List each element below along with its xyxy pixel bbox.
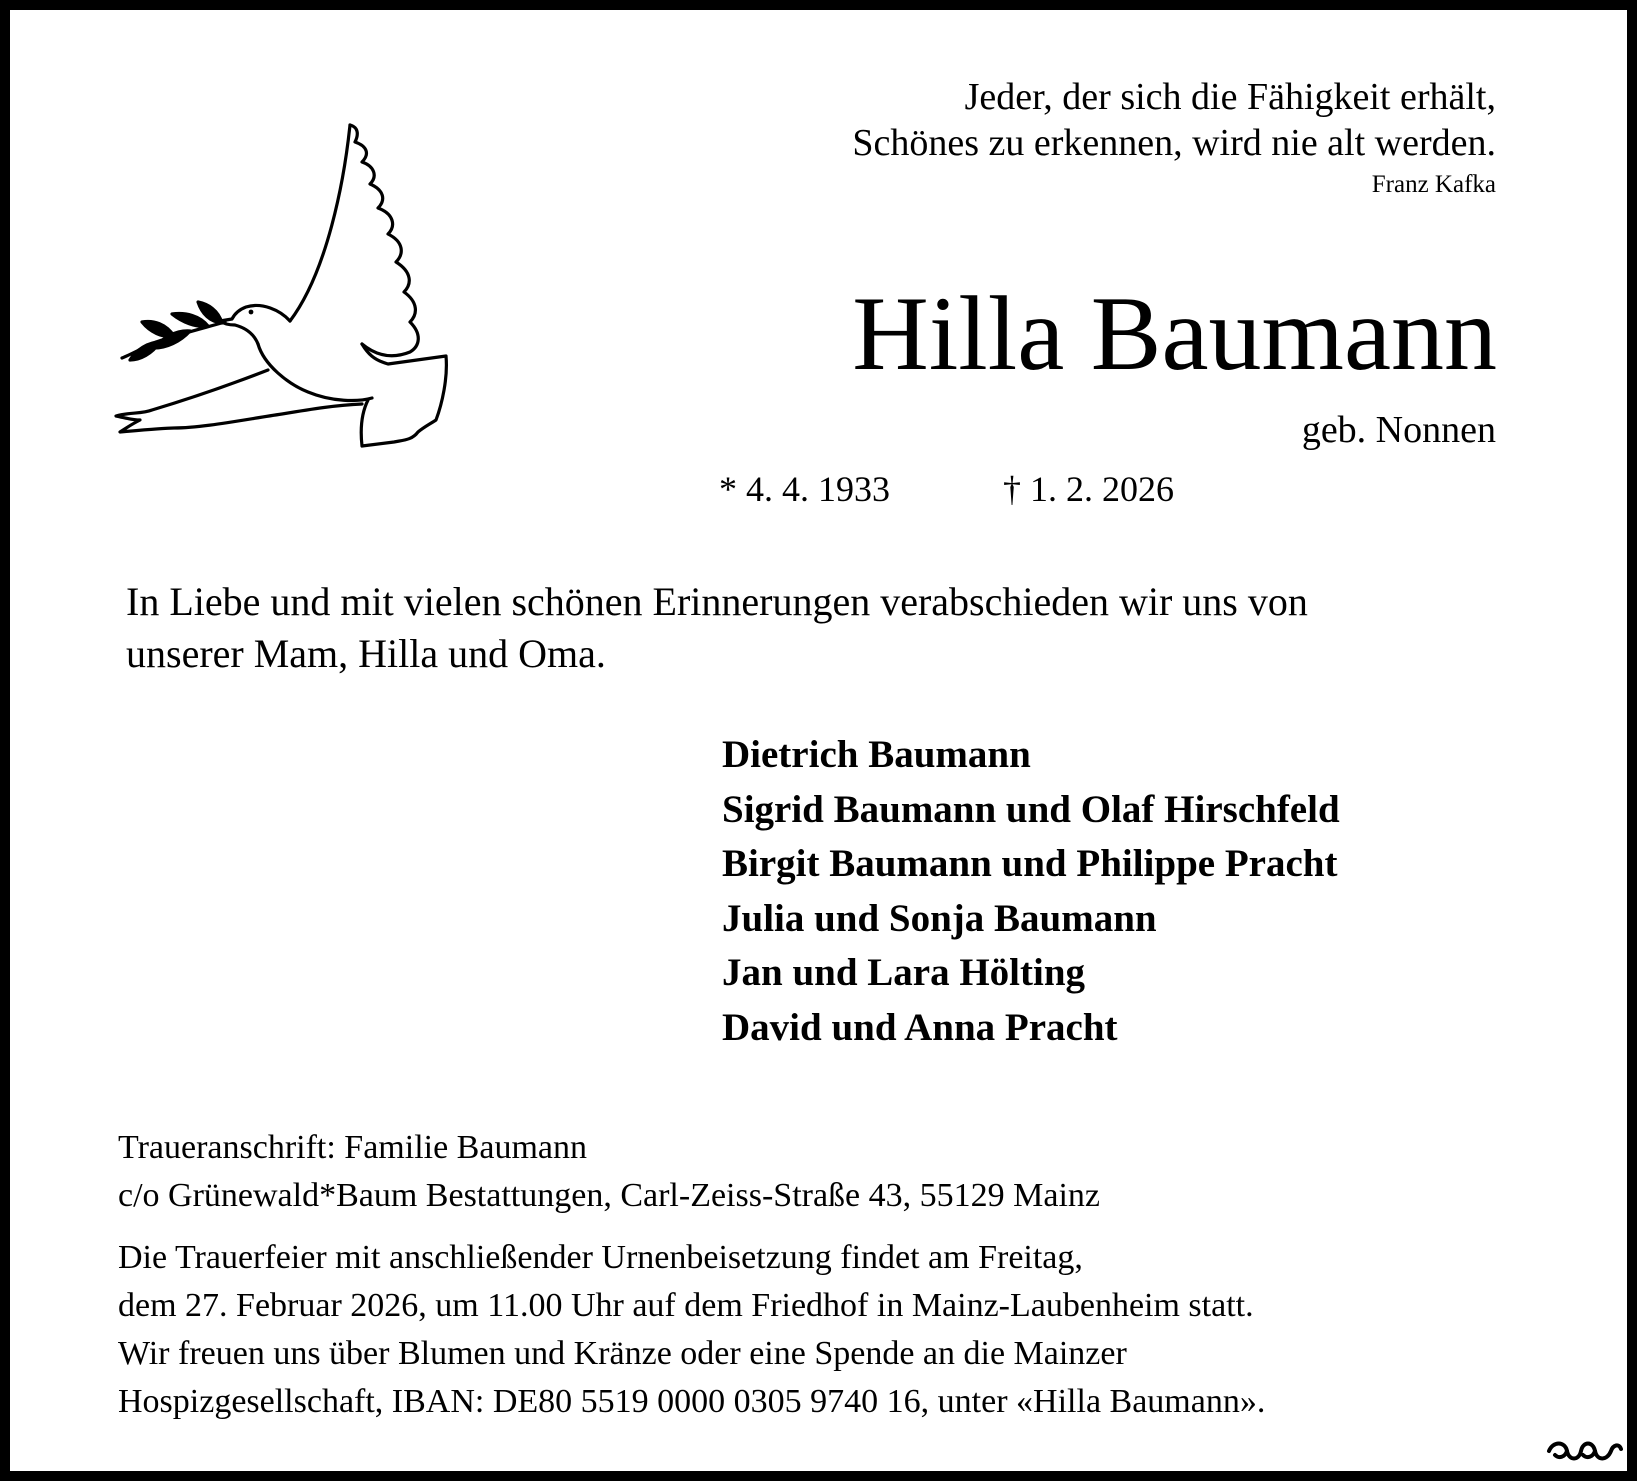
dove-with-olive-branch-icon: [112, 122, 472, 482]
birth-date: * 4. 4. 1933: [719, 469, 890, 509]
funeral-details-line: Hospizgesellschaft, IBAN: DE80 5519 0000 0305 9740 16, unter «Hilla Baumann».: [118, 1383, 1266, 1420]
farewell-message-line-2: unserer Mam, Hilla und Oma.: [126, 631, 606, 676]
deceased-name: Hilla Baumann: [852, 275, 1497, 392]
mourning-address: [118, 1124, 1100, 1220]
mourning-address-line-1: Traueranschrift: Familie Baumann: [118, 1129, 587, 1166]
farewell-message-line-1: In Liebe und mit vielen schönen Erinnerungen verabschieden wir uns von: [126, 579, 1308, 624]
quote: [852, 74, 1496, 166]
mourner: David und Anna Pracht: [722, 1005, 1118, 1049]
death-date: † 1. 2. 2026: [1003, 469, 1174, 509]
mourner: Sigrid Baumann und Olaf Hirschfeld: [722, 787, 1340, 831]
ornament-icon: [1545, 1433, 1625, 1469]
funeral-details: [118, 1234, 1265, 1426]
maiden-name: geb. Nonnen: [1301, 409, 1496, 451]
mourner: Jan und Lara Hölting: [722, 951, 1086, 994]
mourner: Birgit Baumann und Philippe Pracht: [722, 842, 1338, 885]
funeral-details-line: dem 27. Februar 2026, um 11.00 Uhr auf dem Friedhof in Mainz-Laubenheim statt.: [118, 1287, 1254, 1324]
funeral-details-line: Die Trauerfeier mit anschließender Urnenbeisetzung findet am Freitag,: [118, 1239, 1083, 1276]
farewell-message: [126, 576, 1506, 680]
funeral-details-line: Wir freuen uns über Blumen und Kränze oder eine Spende an die Mainzer: [118, 1335, 1127, 1372]
mourners-list: [722, 728, 1340, 1055]
mourner: Julia und Sonja Baumann: [722, 896, 1157, 940]
mourning-address-line-2: c/o Grünewald*Baum Bestattungen, Carl-Zeiss-Straße 43, 55129 Mainz: [118, 1177, 1100, 1214]
quote-line-2: Schönes zu erkennen, wird nie alt werden.: [852, 122, 1496, 164]
quote-author: Franz Kafka: [1371, 171, 1496, 198]
quote-line-1: Jeder, der sich die Fähigkeit erhält,: [964, 76, 1496, 118]
mourner: Dietrich Baumann: [722, 733, 1031, 776]
